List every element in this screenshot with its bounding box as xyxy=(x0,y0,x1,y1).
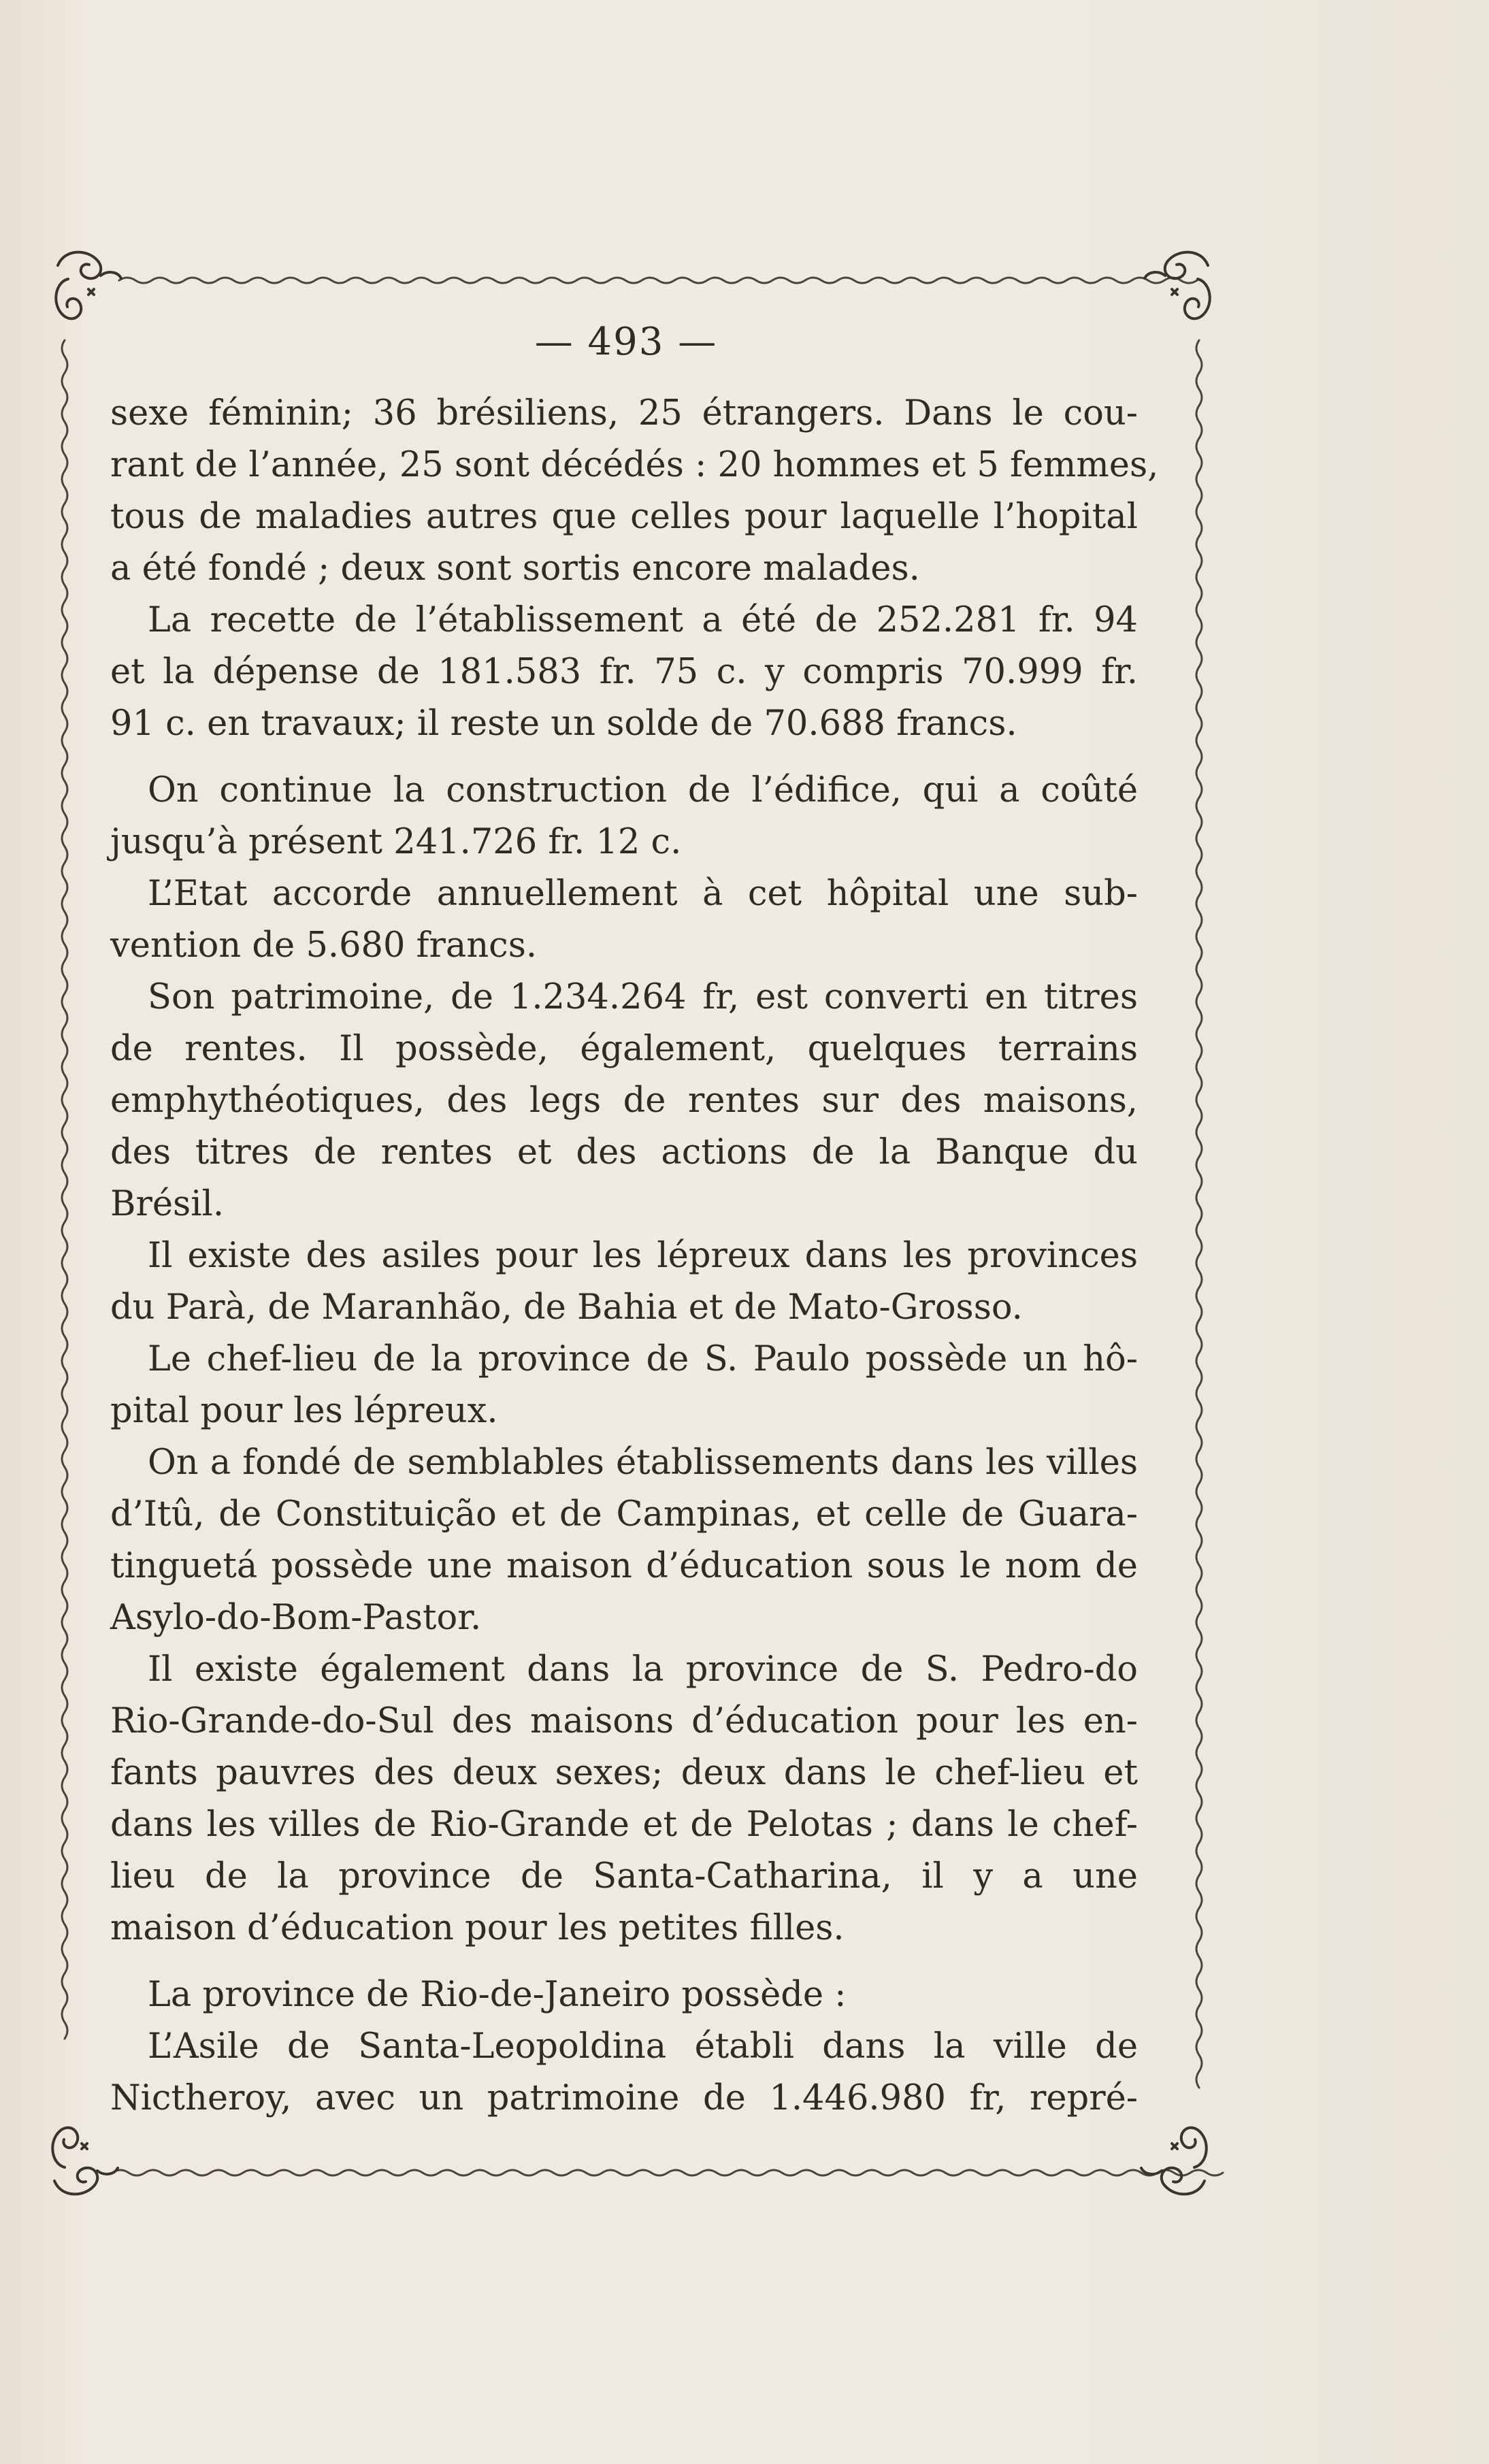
text-line: a été fondé ; deux sont sortis encore malades. xyxy=(110,548,920,589)
text-line: des titres de rentes et des actions de la Banque du xyxy=(110,1132,1138,1172)
text-line: On continue la construction de l’édifice, qui a coûté xyxy=(148,770,1138,810)
paragraph xyxy=(110,972,1138,1230)
paragraph xyxy=(110,765,1138,868)
text-line: Asylo-do-Bom-Pastor. xyxy=(110,1598,482,1638)
corner-ornament-bottom-right xyxy=(1141,2128,1207,2195)
text-line: L’Asile de Santa-Leopoldina établi dans la ville de xyxy=(148,2026,1138,2067)
text-line: et la dépense de 181.583 fr. 75 c. y compris 70.999 fr. xyxy=(110,652,1138,692)
paragraph xyxy=(110,595,1138,750)
text-line: du Parà, de Maranhão, de Bahia et de Mato-Grosso. xyxy=(110,1287,1023,1328)
paragraph xyxy=(110,1969,1138,2021)
text-line: Il existe des asiles pour les lépreux dans les provinces xyxy=(148,1236,1138,1276)
right-border-line xyxy=(1196,340,1202,2088)
text-line: d’Itû, de Constituição et de Campinas, et celle de Guara- xyxy=(110,1494,1138,1534)
paragraph xyxy=(110,1437,1138,1644)
text-line: Son patrimoine, de 1.234.264 fr, est converti en titres xyxy=(148,977,1138,1017)
paragraph xyxy=(110,1644,1138,1954)
text-line: On a fondé de semblables établissements dans les villes xyxy=(148,1443,1138,1483)
page-number: — 493 — xyxy=(534,320,718,364)
text-line: de rentes. Il possède, également, quelques terrains xyxy=(110,1029,1138,1069)
text-line: sexe féminin; 36 brésiliens, 25 étrangers. Dans le cou- xyxy=(110,393,1138,433)
paragraph xyxy=(110,1334,1138,1437)
body-text xyxy=(110,388,1159,2124)
text-line: dans les villes de Rio-Grande et de Pelotas ; dans le chef- xyxy=(110,1805,1138,1845)
text-line: pital pour les lépreux. xyxy=(110,1391,498,1431)
text-line: La recette de l’établissement a été de 252.281 fr. 94 xyxy=(148,600,1138,640)
left-border-line xyxy=(62,340,67,2039)
paragraph xyxy=(110,2021,1138,2124)
paragraph xyxy=(110,1230,1138,1334)
text-line: Nictheroy, avec un patrimoine de 1.446.980 fr, repré- xyxy=(110,2078,1138,2118)
text-line: fants pauvres des deux sexes; deux dans le chef-lieu et xyxy=(110,1753,1138,1793)
text-line: tous de maladies autres que celles pour laquelle l’hopital xyxy=(110,497,1138,537)
text-line: jusqu’à présent 241.726 fr. 12 c. xyxy=(110,822,682,862)
text-line: Le chef-lieu de la province de S. Paulo possède un hô- xyxy=(148,1339,1138,1379)
corner-ornament-top-right xyxy=(1145,252,1210,319)
paragraph xyxy=(110,388,1159,595)
text-line: emphythéotiques, des legs de rentes sur des maisons, xyxy=(110,1081,1138,1121)
text-line: Il existe également dans la province de S. Pedro-do xyxy=(148,1649,1138,1690)
corner-ornament-top-left xyxy=(56,252,121,319)
text-line: lieu de la province de Santa-Catharina, il y a une xyxy=(110,1856,1138,1896)
text-line: vention de 5.680 francs. xyxy=(110,925,538,966)
text-line: 91 c. en travaux; il reste un solde de 70.688 francs. xyxy=(110,704,1017,744)
text-line: rant de l’année, 25 sont décédés : 20 hommes et 5 femmes, xyxy=(110,445,1159,485)
text-line: Rio-Grande-do-Sul des maisons d’éducation pour les en- xyxy=(110,1701,1138,1741)
text-line: Brésil. xyxy=(110,1184,225,1224)
top-border-line xyxy=(119,278,1197,283)
paragraph xyxy=(110,868,1138,972)
bottom-border-line xyxy=(112,2170,1223,2175)
text-line: L’Etat accorde annuellement à cet hôpital une sub- xyxy=(148,874,1138,914)
text-line: La province de Rio-de-Janeiro possède : xyxy=(148,1975,847,2015)
corner-ornament-bottom-left xyxy=(52,2128,118,2195)
text-line: tinguetá possède une maison d’éducation sous le nom de xyxy=(110,1546,1138,1586)
text-line: maison d’éducation pour les petites filles. xyxy=(110,1908,845,1948)
